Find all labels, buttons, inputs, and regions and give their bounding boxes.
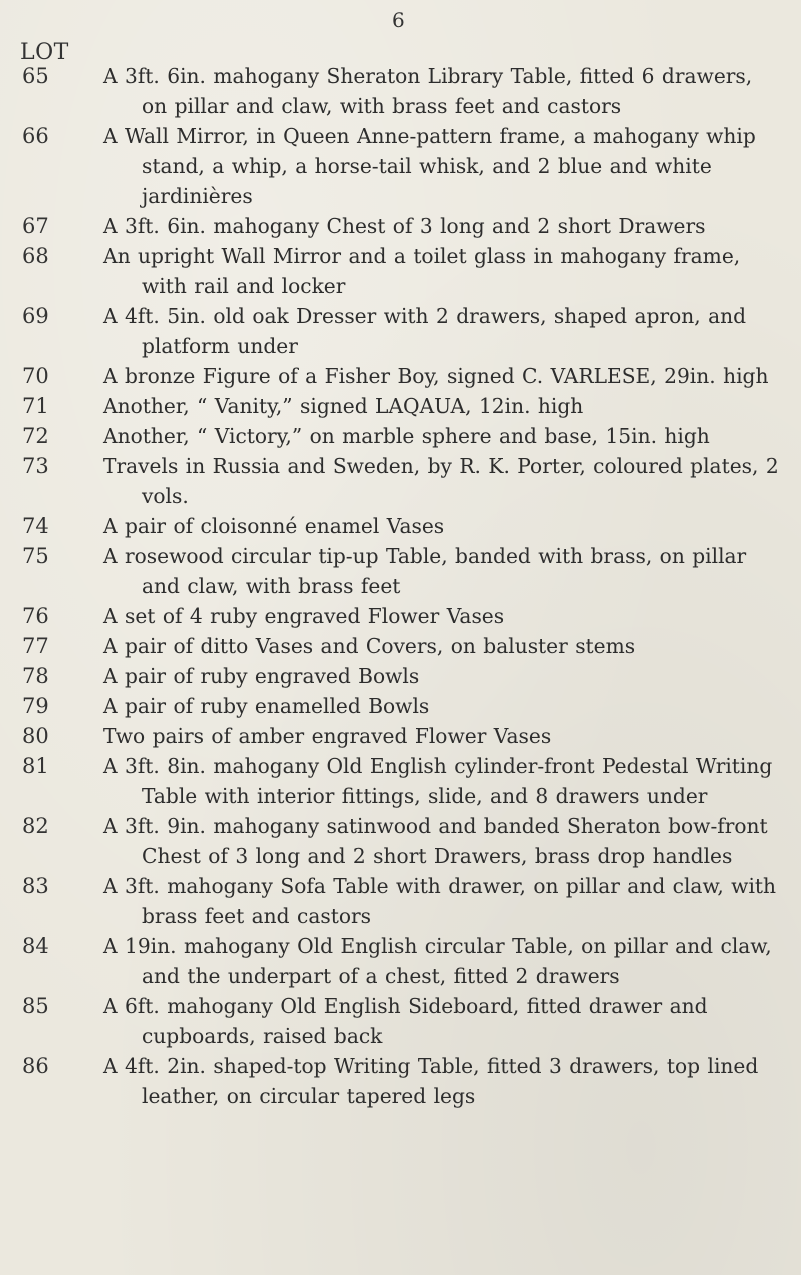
lot-description: A rosewood circular tip-up Table, banded with brass, on pillar and claw, with brass feet <box>103 544 747 598</box>
lot-description: A pair of ruby enamelled Bowls <box>103 694 430 718</box>
lot-number: 68 <box>22 244 49 268</box>
lot-description: An upright Wall Mirror and a toilet glass in mahogany frame, with rail and locker <box>103 244 741 298</box>
lot-number: 85 <box>22 994 49 1018</box>
lot-number: 83 <box>22 874 49 898</box>
lot-entry <box>0 511 801 541</box>
lot-entry <box>0 601 801 631</box>
lot-entry <box>0 361 801 391</box>
page-number: 6 <box>392 8 405 32</box>
lot-number: 78 <box>22 664 49 688</box>
lot-number: 69 <box>22 304 49 328</box>
lot-description: A 3ft. 6in. mahogany Sheraton Library Table, fitted 6 drawers, on pillar and claw, with brass feet and castors <box>103 64 753 118</box>
lot-entry <box>0 721 801 751</box>
lot-entry <box>0 871 801 931</box>
lot-entry <box>0 1051 801 1111</box>
lot-number: 75 <box>22 544 49 568</box>
lot-number: 72 <box>22 424 49 448</box>
lot-number: 73 <box>22 454 49 478</box>
lot-number: 74 <box>22 514 49 538</box>
lot-entry <box>0 811 801 871</box>
lot-description: A 3ft. 8in. mahogany Old English cylinder-front Pedestal Writing Table with interior fittings, slide, and 8 drawers under <box>103 754 773 808</box>
lot-description: A 3ft. 6in. mahogany Chest of 3 long and 2 short Drawers <box>103 214 706 238</box>
lot-entry <box>0 541 801 601</box>
lot-number: 77 <box>22 634 49 658</box>
lot-entry <box>0 661 801 691</box>
lot-number: 76 <box>22 604 49 628</box>
lot-number: 81 <box>22 754 49 778</box>
lot-entry <box>0 241 801 301</box>
lot-number: 79 <box>22 694 49 718</box>
lot-number: 65 <box>22 64 49 88</box>
lot-number: 80 <box>22 724 49 748</box>
lot-entry <box>0 631 801 661</box>
lot-description: A 6ft. mahogany Old English Sideboard, fitted drawer and cupboards, raised back <box>103 994 708 1048</box>
lot-description: A 4ft. 5in. old oak Dresser with 2 drawers, shaped apron, and platform under <box>103 304 747 358</box>
lot-entry <box>0 691 801 721</box>
lot-number: 84 <box>22 934 49 958</box>
lot-description: A 19in. mahogany Old English circular Table, on pillar and claw, and the underpart of a chest, fitted 2 drawers <box>103 934 772 988</box>
lot-number: 82 <box>22 814 49 838</box>
lot-entry <box>0 211 801 241</box>
lot-number: 71 <box>22 394 49 418</box>
lot-entry <box>0 931 801 991</box>
lot-description: A 4ft. 2in. shaped-top Writing Table, fitted 3 drawers, top lined leather, on circular tapered legs <box>103 1054 759 1108</box>
lot-entry <box>0 451 801 511</box>
lot-number: 70 <box>22 364 49 388</box>
lot-description: A 3ft. 9in. mahogany satinwood and banded Sheraton bow-front Chest of 3 long and 2 short Drawers, brass drop handles <box>103 814 768 868</box>
lot-description: Two pairs of amber engraved Flower Vases <box>103 724 552 748</box>
lot-description: A pair of cloisonné enamel Vases <box>103 514 445 538</box>
lot-entry <box>0 391 801 421</box>
lot-description: A bronze Figure of a Fisher Boy, signed C. VARLESE, 29in. high <box>103 364 769 388</box>
lot-entry <box>0 421 801 451</box>
lot-entry <box>0 751 801 811</box>
lot-description: A set of 4 ruby engraved Flower Vases <box>103 604 505 628</box>
lot-description: A Wall Mirror, in Queen Anne-pattern frame, a mahogany whip stand, a whip, a horse-tail whisk, and 2 blue and white jardinières <box>103 124 756 208</box>
lot-description: Another, “ Vanity,” signed LAQAUA, 12in. high <box>103 394 584 418</box>
lot-entry <box>0 121 801 211</box>
lot-description: Another, “ Victory,” on marble sphere and base, 15in. high <box>103 424 710 448</box>
lot-description: A pair of ditto Vases and Covers, on baluster stems <box>103 634 636 658</box>
lot-description: A 3ft. mahogany Sofa Table with drawer, on pillar and claw, with brass feet and castors <box>103 874 777 928</box>
lot-column-header: LOT <box>20 40 69 65</box>
lot-list <box>0 61 801 1111</box>
lot-description: A pair of ruby engraved Bowls <box>103 664 420 688</box>
lot-description: Travels in Russia and Sweden, by R. K. Porter, coloured plates, 2 vols. <box>103 454 779 508</box>
lot-number: 66 <box>22 124 49 148</box>
lot-number: 67 <box>22 214 49 238</box>
lot-entry <box>0 991 801 1051</box>
lot-number: 86 <box>22 1054 49 1078</box>
lot-entry <box>0 61 801 121</box>
lot-entry <box>0 301 801 361</box>
